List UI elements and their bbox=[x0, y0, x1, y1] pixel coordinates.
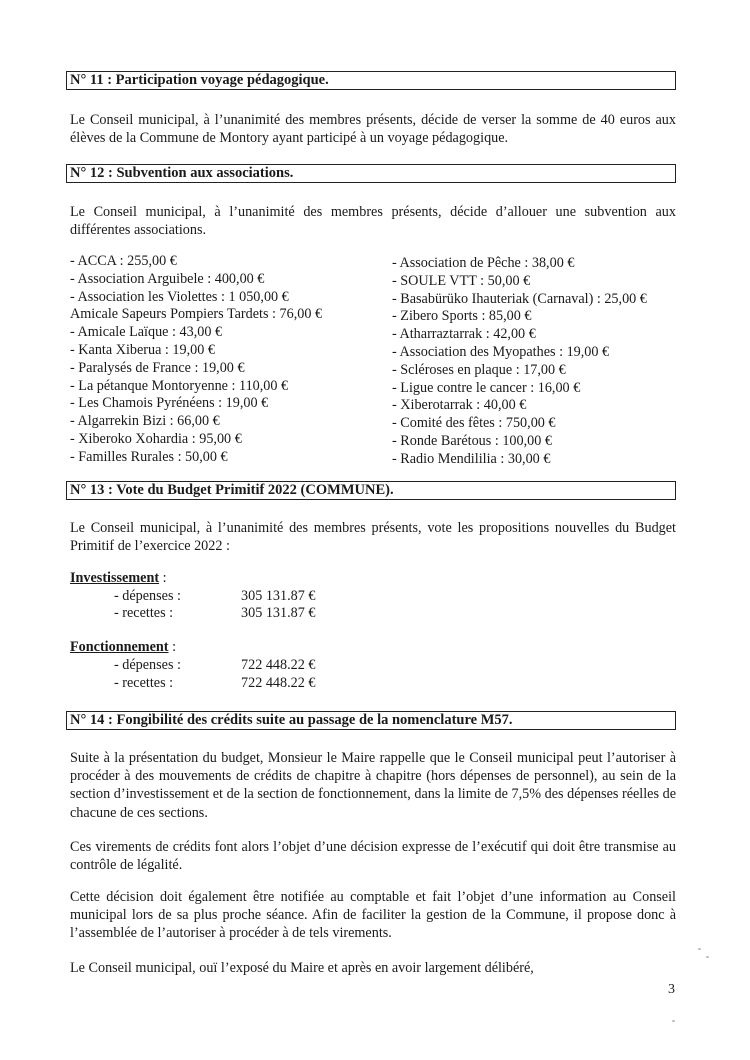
list-item: - Xiberotarrak : 40,00 € bbox=[392, 397, 527, 414]
section-12-heading: N° 12 : Subvention aux associations. bbox=[66, 164, 676, 183]
list-item: - SOULE VTT : 50,00 € bbox=[392, 272, 531, 289]
list-item: - La pétanque Montoryenne : 110,00 € bbox=[70, 377, 289, 394]
depenses-value: 305 131.87 € bbox=[241, 588, 316, 604]
list-item: - Les Chamois Pyrénéens : 19,00 € bbox=[70, 395, 269, 412]
list-item: - Comité des fêtes : 750,00 € bbox=[392, 415, 556, 432]
section-14-heading: N° 14 : Fongibilité des crédits suite au passage de la nomenclature M57. bbox=[66, 711, 676, 730]
section-14-paragraph-2: Ces virements de crédits font alors l’objet d’une décision expresse de l’exécutif qui doit être transmise au contrôle de légalité. bbox=[70, 839, 676, 874]
list-item: - ACCA : 255,00 € bbox=[70, 253, 177, 269]
section-14-paragraph-4: Le Conseil municipal, ouï l’exposé du Maire et après en avoir largement délibéré, bbox=[70, 960, 534, 976]
associations-right-list bbox=[392, 255, 647, 469]
section-13-heading: N° 13 : Vote du Budget Primitif 2022 (COMMUNE). bbox=[66, 481, 676, 500]
section-14-paragraph-1: Suite à la présentation du budget, Monsieur le Maire rappelle que le Conseil municipal peut l’autoriser à procéder à des mouvements de crédits de chapitre à chapitre (hors dépenses de personnel), au sein de la section d’investissement et de la section de fonctionnement, dans la limite de 7,5% des dépenses réelles de chacune de ces sections. bbox=[70, 750, 676, 821]
list-item: - Association de Pêche : 38,00 € bbox=[392, 255, 575, 271]
list-item: - Xiberoko Xohardia : 95,00 € bbox=[70, 430, 242, 447]
list-item: - Basabürüko Ihauteriak (Carnaval) : 25,00 € bbox=[392, 290, 647, 307]
list-item: - Ronde Barétous : 100,00 € bbox=[392, 432, 552, 449]
scan-speck bbox=[706, 956, 709, 958]
depenses-value: 722 448.22 € bbox=[241, 657, 316, 673]
list-item: Amicale Sapeurs Pompiers Tardets : 76,00 € bbox=[70, 306, 323, 323]
list-item: - Zibero Sports : 85,00 € bbox=[392, 308, 532, 325]
section-11-heading: N° 11 : Participation voyage pédagogique. bbox=[66, 71, 676, 90]
list-item: - Algarrekin Bizi : 66,00 € bbox=[70, 413, 220, 430]
list-item: - Atharraztarrak : 42,00 € bbox=[392, 326, 536, 343]
depenses-label: - dépenses : bbox=[114, 588, 181, 604]
list-item: - Scléroses en plaque : 17,00 € bbox=[392, 361, 566, 378]
depenses-label: - dépenses : bbox=[114, 657, 181, 673]
scan-speck bbox=[698, 948, 701, 950]
list-item: - Association les Violettes : 1 050,00 € bbox=[70, 288, 289, 305]
list-item: - Association Arguibele : 400,00 € bbox=[70, 270, 265, 287]
associations-left-list bbox=[70, 253, 322, 467]
list-item: - Paralysés de France : 19,00 € bbox=[70, 359, 245, 376]
page-number: 3 bbox=[668, 982, 675, 997]
recettes-label: - recettes : bbox=[114, 605, 174, 621]
section-11-text: Le Conseil municipal, à l’unanimité des membres présents, décide de verser la somme de 40 euros aux élèves de la Commune de Montory ayant participé à un voyage pédagogique. bbox=[70, 112, 676, 147]
list-item: - Familles Rurales : 50,00 € bbox=[70, 448, 228, 465]
section-13-text: Le Conseil municipal, à l’unanimité des membres présents, vote les propositions nouvelles du Budget Primitif de l’exercice 2022 : bbox=[70, 520, 676, 555]
fonctionnement-heading: Fonctionnement : bbox=[70, 639, 177, 655]
section-14-paragraph-3: Cette décision doit également être notifiée au comptable et fait l’objet d’une information au Conseil municipal lors de sa plus proche séance. Afin de faciliter la gestion de la Commune, il propose donc à l’assemblée de l’autoriser à procéder à de tels virements. bbox=[70, 889, 676, 942]
list-item: - Kanta Xiberua : 19,00 € bbox=[70, 341, 215, 358]
recettes-value: 305 131.87 € bbox=[241, 605, 316, 621]
recettes-value: 722 448.22 € bbox=[241, 675, 316, 691]
list-item: - Association des Myopathes : 19,00 € bbox=[392, 343, 610, 360]
list-item: - Radio Mendililia : 30,00 € bbox=[392, 450, 551, 467]
scan-speck bbox=[672, 1020, 675, 1022]
list-item: - Ligue contre le cancer : 16,00 € bbox=[392, 379, 581, 396]
recettes-label: - recettes : bbox=[114, 675, 174, 691]
investissement-heading: Investissement : bbox=[70, 570, 167, 586]
list-item: - Amicale Laïque : 43,00 € bbox=[70, 324, 223, 341]
section-12-text: Le Conseil municipal, à l’unanimité des membres présents, décide d’allouer une subvention aux différentes associations. bbox=[70, 204, 676, 239]
